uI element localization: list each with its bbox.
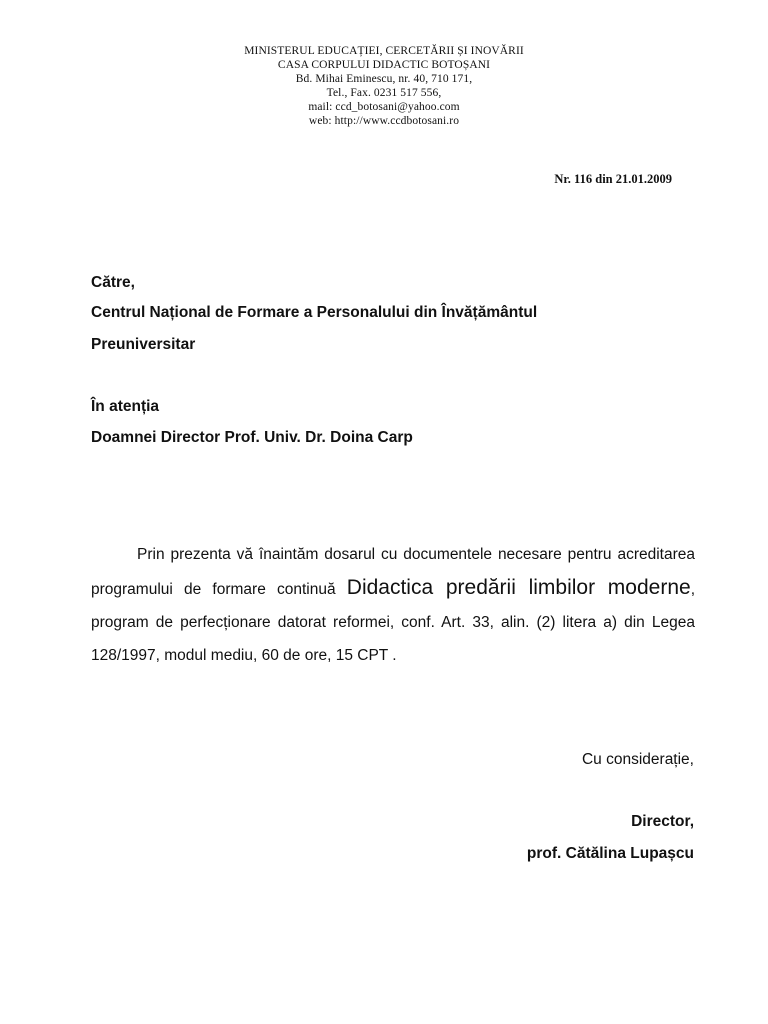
recipient-org-line1: Centrul Național de Formare a Personalului din Învățământul (91, 304, 538, 321)
to-label: Către, (91, 274, 135, 291)
body-text-part2: , program de perfecționare datorat reformei, conf. Art. 33, alin. (2) litera a) din Legea 128/1997, modul mediu, 60 de ore, 15 CPT . (91, 581, 695, 664)
document-reference: Nr. 116 din 21.01.2009 (554, 172, 672, 186)
letterhead (0, 44, 768, 128)
closing-salutation: Cu considerație, (581, 751, 694, 768)
letter-body (91, 538, 695, 672)
institution-address: Bd. Mihai Eminescu, nr. 40, 710 171, (295, 73, 473, 85)
institution-phone: Tel., Fax. 0231 517 556, (326, 87, 442, 99)
institution-name: CASA CORPULUI DIDACTIC BOTOȘANI (277, 59, 491, 71)
ministry-name: MINISTERUL EDUCAȚIEI, CERCETĂRII ȘI INOVĂRII (244, 45, 524, 57)
program-title: Didactica predării limbilor moderne (346, 576, 691, 599)
attention-label: În atenția (91, 398, 160, 415)
signatory-role: Director, (631, 813, 694, 830)
body-text-part1: Prin prezenta vă înaintăm dosarul cu documentele necesare pentru acreditarea programului de formare continuă (91, 546, 695, 598)
signatory-name: prof. Cătălina Lupașcu (526, 845, 694, 862)
institution-website: web: http://www.ccdbotosani.ro (308, 115, 460, 127)
recipient-org-line2: Preuniversitar (91, 336, 196, 353)
addressee: Doamnei Director Prof. Univ. Dr. Doina Carp (91, 429, 413, 446)
institution-email: mail: ccd_botosani@yahoo.com (308, 101, 460, 113)
